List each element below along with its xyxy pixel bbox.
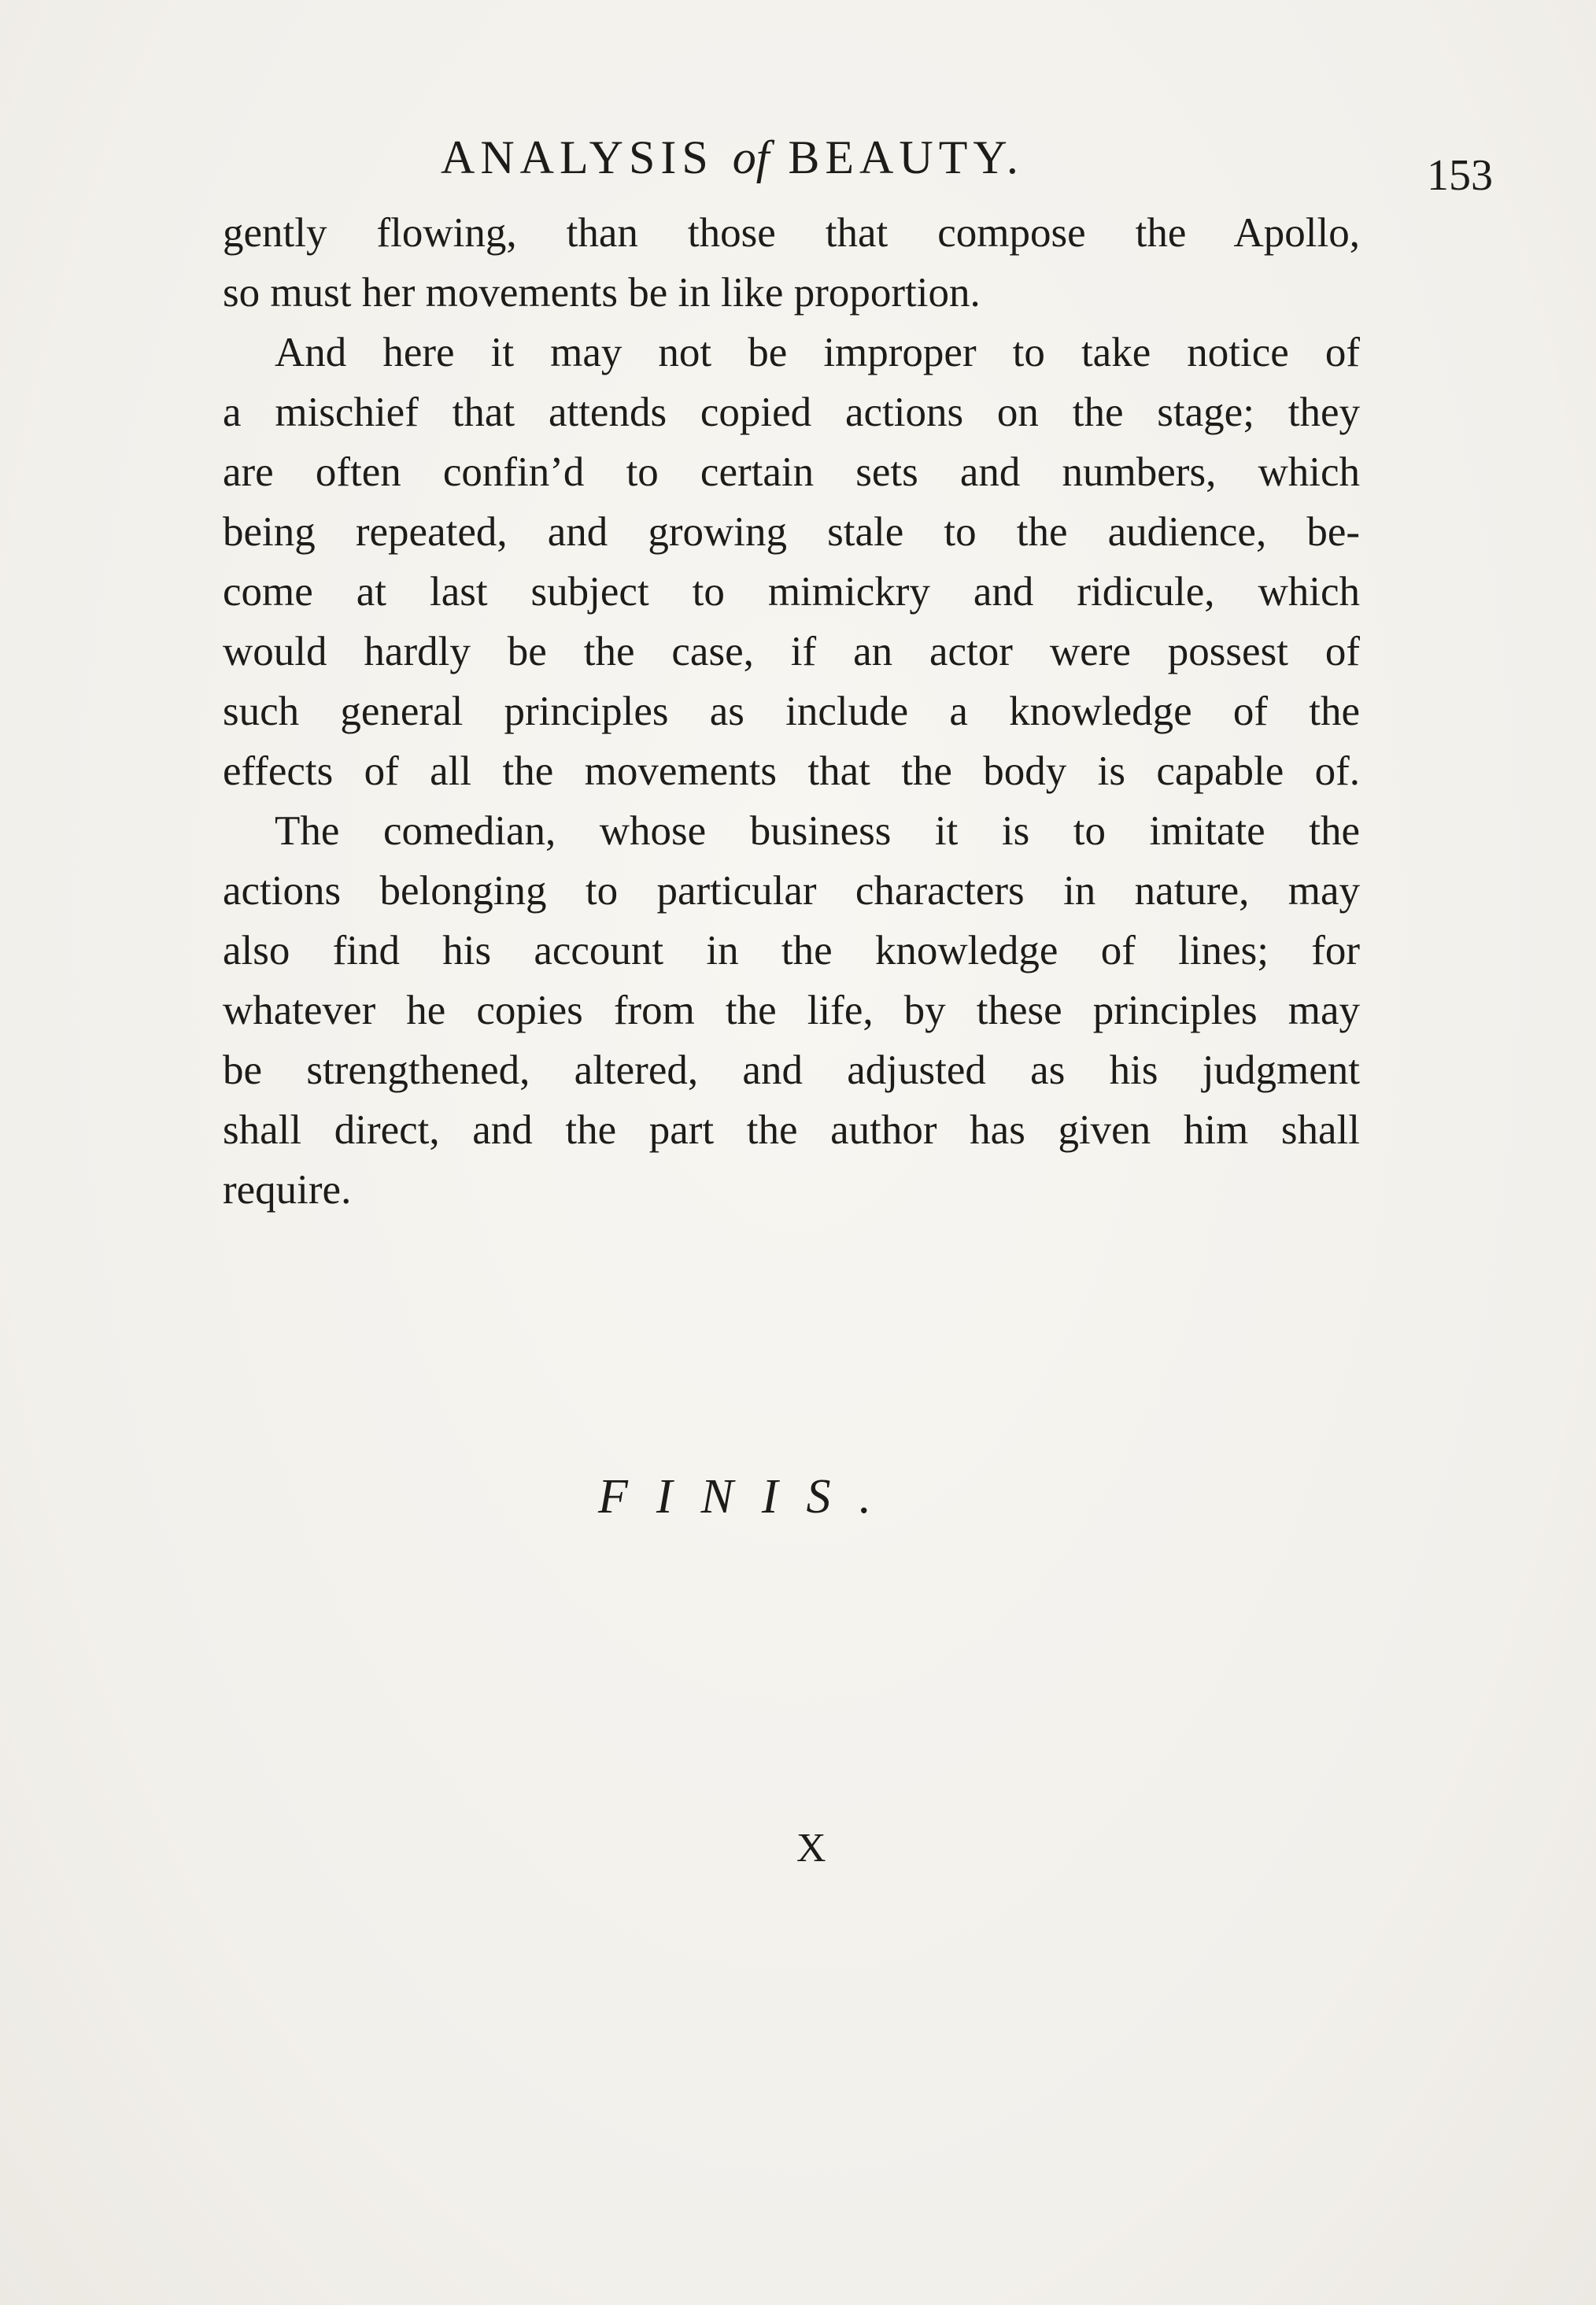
- running-title: [441, 126, 1024, 189]
- text-line: The comedian, whose business it is to imitate the: [275, 808, 1360, 854]
- title-part-of: of: [732, 131, 770, 183]
- text-line: actions belonging to particular characters in nature, may: [223, 868, 1360, 914]
- text-line: And here it may not be improper to take notice of: [275, 330, 1360, 375]
- running-head: [220, 126, 1354, 189]
- page-number: 153: [1427, 151, 1493, 200]
- text-line: also find his account in the knowledge of lines; for: [223, 928, 1360, 973]
- text-line: come at last subject to mimickry and ridicule, which: [223, 569, 1360, 615]
- text-line: a mischief that attends copied actions on the stage; they: [223, 390, 1360, 435]
- text-line: require.: [223, 1167, 352, 1213]
- title-part-beauty: BEAUTY.: [788, 131, 1024, 183]
- text-line: would hardly be the case, if an actor were possest of: [223, 629, 1360, 674]
- text-line: being repeated, and growing stale to the audience, be-: [223, 509, 1360, 555]
- text-line: effects of all the movements that the body is capable of.: [223, 748, 1360, 794]
- text-line: such general principles as include a knowledge of the: [223, 689, 1360, 734]
- text-line: so must her movements be in like proportion.: [223, 270, 981, 316]
- body-text: [223, 203, 1360, 1220]
- text-line: are often confin’d to certain sets and numbers, which: [223, 449, 1360, 495]
- text-line: be strengthened, altered, and adjusted as his judgment: [223, 1047, 1360, 1093]
- title-part-analysis: ANALYSIS: [441, 131, 714, 183]
- text-line: gently flowing, than those that compose the Apollo,: [223, 210, 1360, 256]
- text-line: shall direct, and the part the author has given him shall: [223, 1107, 1360, 1153]
- finis-mark: FINIS.: [598, 1470, 900, 1524]
- text-line: whatever he copies from the life, by these principles may: [223, 988, 1360, 1033]
- signature-mark: X: [796, 1826, 826, 1871]
